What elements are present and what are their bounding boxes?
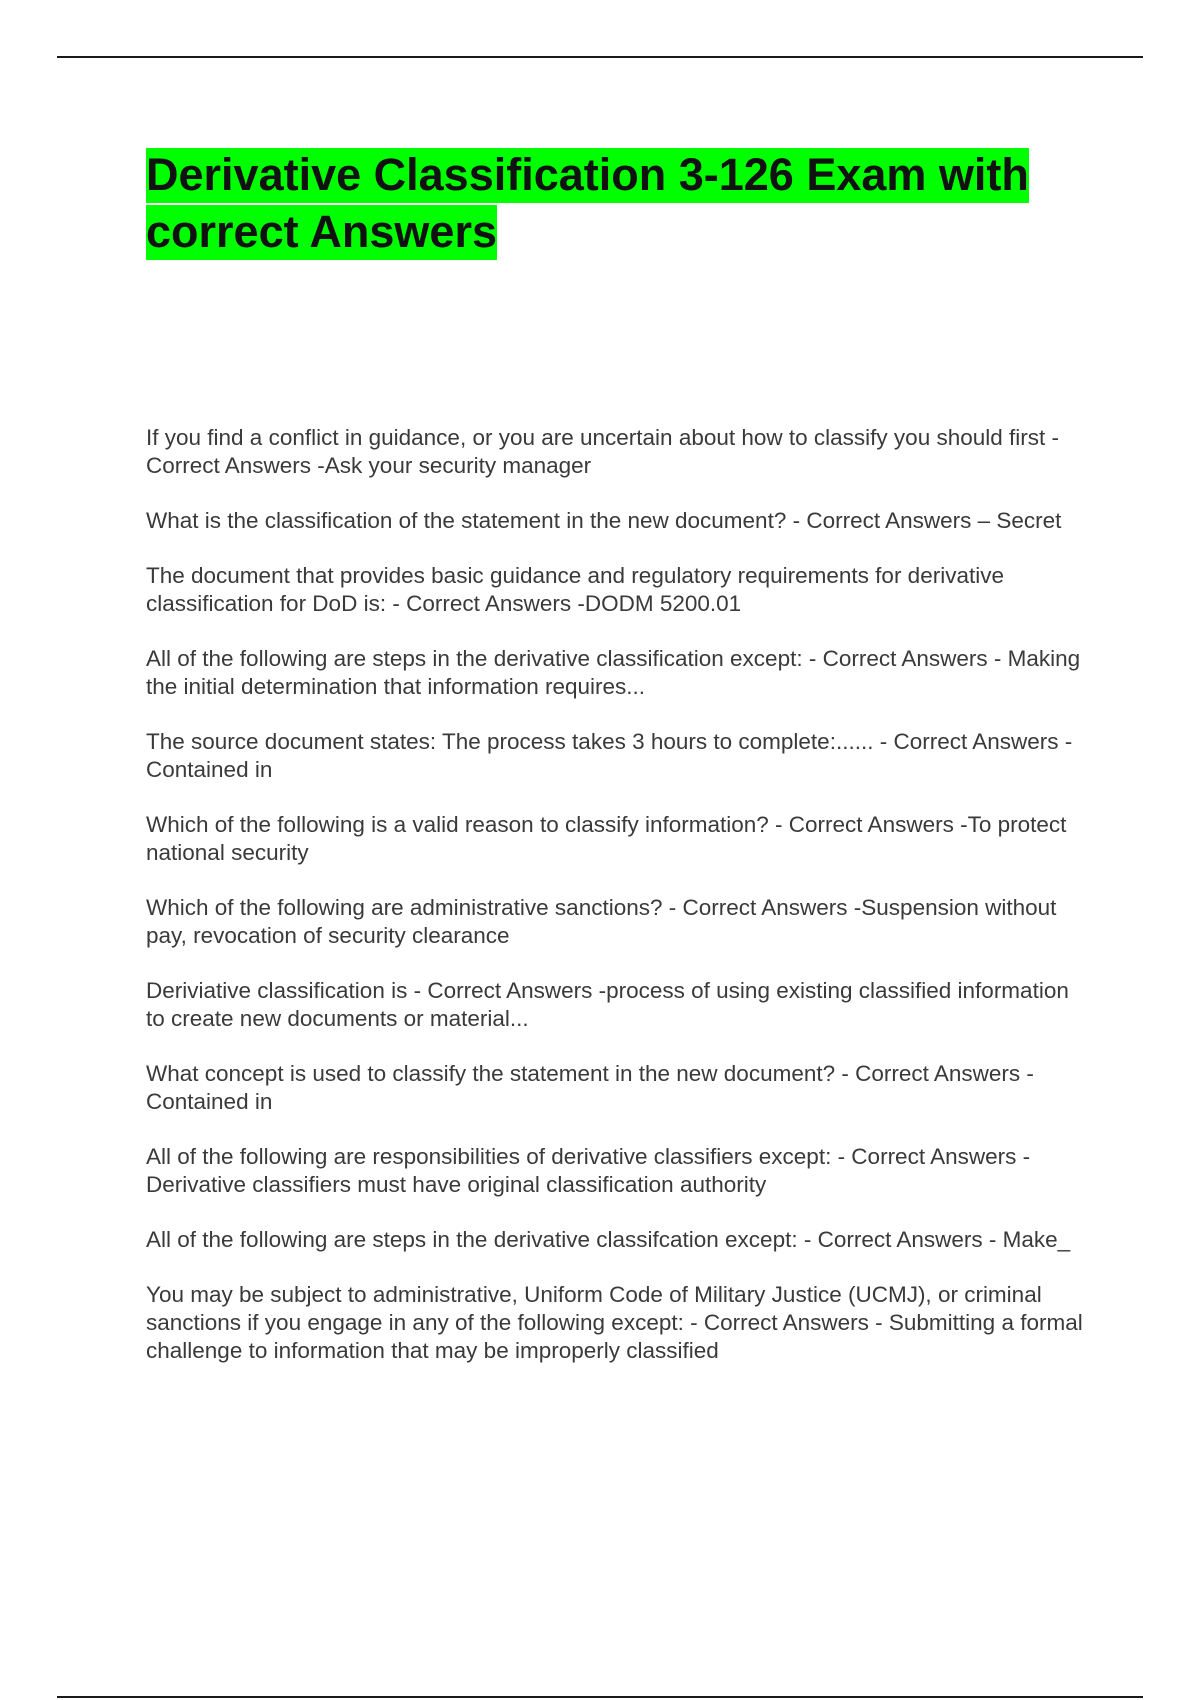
qa-item: All of the following are responsibilities of derivative classifiers except: - Correct Answers -Derivative classifiers must have original classification authority <box>146 1144 1031 1197</box>
document-title-block <box>146 146 1046 260</box>
bottom-rule <box>57 1696 1143 1698</box>
qa-item: What concept is used to classify the statement in the new document? - Correct Answers -Contained in <box>146 1061 1034 1114</box>
qa-item: All of the following are steps in the derivative classifcation except: - Correct Answers - Make_ <box>146 1227 1071 1252</box>
qa-item: The source document states: The process takes 3 hours to complete:...... - Correct Answers -Contained in <box>146 729 1073 782</box>
top-rule <box>57 56 1143 58</box>
question-answer-list <box>146 424 1091 1392</box>
document-title: Derivative Classification 3-126 Exam with correct Answers <box>146 148 1029 260</box>
qa-item: All of the following are steps in the derivative classification except: - Correct Answers - Making the initial determination that information requires... <box>146 646 1081 699</box>
qa-item: What is the classification of the statement in the new document? - Correct Answers – Secret <box>146 508 1062 533</box>
qa-item: The document that provides basic guidance and regulatory requirements for derivative classification for DoD is: - Correct Answers -DODM 5200.01 <box>146 563 1004 616</box>
qa-item: If you find a conflict in guidance, or you are uncertain about how to classify you should first - Correct Answers -Ask your security manager <box>146 425 1059 478</box>
qa-item: Deriviative classification is - Correct Answers -process of using existing classified information to create new documents or material... <box>146 978 1069 1031</box>
qa-item: Which of the following are administrative sanctions? - Correct Answers -Suspension without pay, revocation of security clearance <box>146 895 1057 948</box>
qa-item: Which of the following is a valid reason to classify information? - Correct Answers -To protect national security <box>146 812 1067 865</box>
qa-item: You may be subject to administrative, Uniform Code of Military Justice (UCMJ), or criminal sanctions if you engage in any of the following except: - Correct Answers - Submitting a formal challenge to information that may be improperly classified <box>146 1282 1083 1363</box>
